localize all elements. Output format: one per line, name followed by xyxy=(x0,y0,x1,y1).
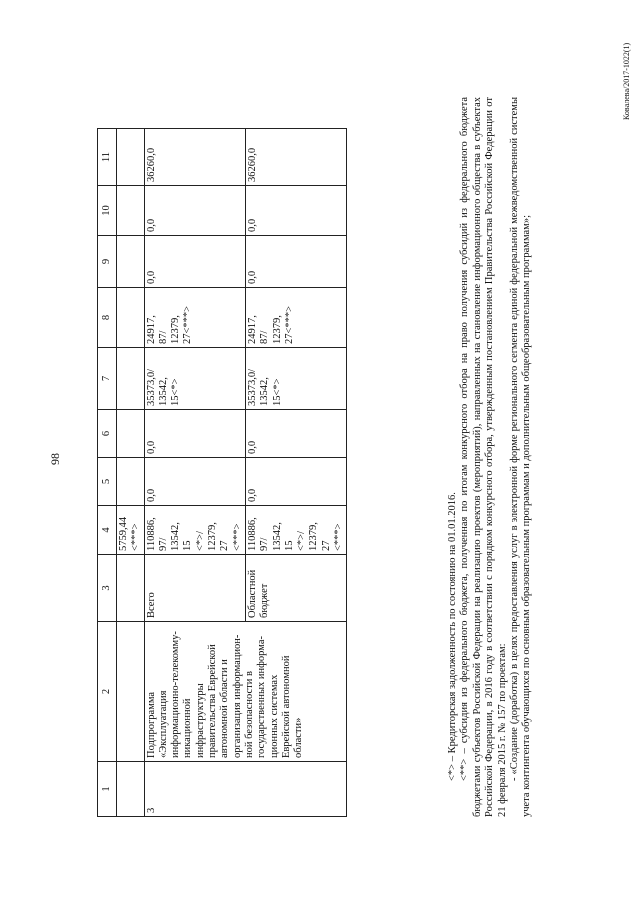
row-number: 3 xyxy=(144,762,347,817)
cell-col10: 0,0 xyxy=(245,186,346,236)
table-row-carryover xyxy=(117,129,145,817)
header-cell: 11 xyxy=(98,129,117,186)
footnote-3: - «Создание (доработка) в целях предоставления услуг в электронной форме регионального сегмента единой федеральной межведомственной системы учета контингента обучающихся по основным образовательным программам и дополнительным общеобразовательным программам»; xyxy=(509,97,533,817)
footnotes xyxy=(447,97,534,817)
cell-col11: 36260,0 xyxy=(245,129,346,186)
cell-col7: 35373,0/ 13542, 15<*> xyxy=(245,348,346,410)
cell-col5: 0,0 xyxy=(245,458,346,506)
subprogram-name: Подпрограмма «Эксплуатация информационно-телекомму- никационной инфраструктуры правительства Еврейской автономной области и организация информацион- ной безопасности в государственных информа- ционных системах Еврейской автономной области» xyxy=(144,622,347,762)
cell-col8: 24917, 87/ 12379, 27<***> xyxy=(245,288,346,348)
cell-col8: 24917, 87/ 12379, 27<***> xyxy=(144,288,245,348)
budget-table xyxy=(97,128,347,817)
footnote-1: <*> – Кредиторская задолженность по состоянию на 01.01.2016. xyxy=(447,492,458,781)
header-cell: 10 xyxy=(98,186,117,236)
header-cell: 6 xyxy=(98,410,117,458)
header-cell: 9 xyxy=(98,236,117,288)
cell-col6: 0,0 xyxy=(144,410,245,458)
header-cell: 3 xyxy=(98,555,117,622)
cell-col11: 36260,0 xyxy=(144,129,245,186)
cell-col9: 0,0 xyxy=(144,236,245,288)
cell-col6: 0,0 xyxy=(245,410,346,458)
table-header-row xyxy=(98,129,117,817)
carryover-value: 5759,44 <***> xyxy=(117,506,145,555)
header-cell: 8 xyxy=(98,288,117,348)
cell-col7: 35373,0/ 13542, 15<*> xyxy=(144,348,245,410)
cell-col10: 0,0 xyxy=(144,186,245,236)
header-cell: 1 xyxy=(98,762,117,817)
header-cell: 5 xyxy=(98,458,117,506)
funding-source: Всего xyxy=(144,555,245,622)
cell-col4: 110886, 97/ 13542, 15 <*>/ 12379, 27 <***> xyxy=(144,506,245,555)
header-cell: 2 xyxy=(98,622,117,762)
cell-col9: 0,0 xyxy=(245,236,346,288)
cell-col5: 0,0 xyxy=(144,458,245,506)
header-cell: 7 xyxy=(98,348,117,410)
table-row xyxy=(144,129,245,817)
header-cell: 4 xyxy=(98,506,117,555)
page-number: 98 xyxy=(48,453,62,465)
footnote-2: <**> – субсидия из федерального бюджета, полученная по итогам конкурсного отбора на право получения субсидий из федерального бюджета бюджетами субъектов Российской Федерации на реализацию проектов (мероприятий), направленных на становление информационного общества в субъектах Российской Федерации, в 2016 году в соответствии с порядком конкурсного отбора, утвержденным постановлением Правительства Российской Федерации от 21 февраля 2015 г. № 157 по проектам: xyxy=(459,97,508,817)
document-id: Ковалева/2017-1022(1) xyxy=(622,42,631,120)
funding-source: Областной бюджет xyxy=(245,555,346,622)
cell-col4: 110886, 97/ 13542, 15 <*>/ 12379, 27 <***> xyxy=(245,506,346,555)
